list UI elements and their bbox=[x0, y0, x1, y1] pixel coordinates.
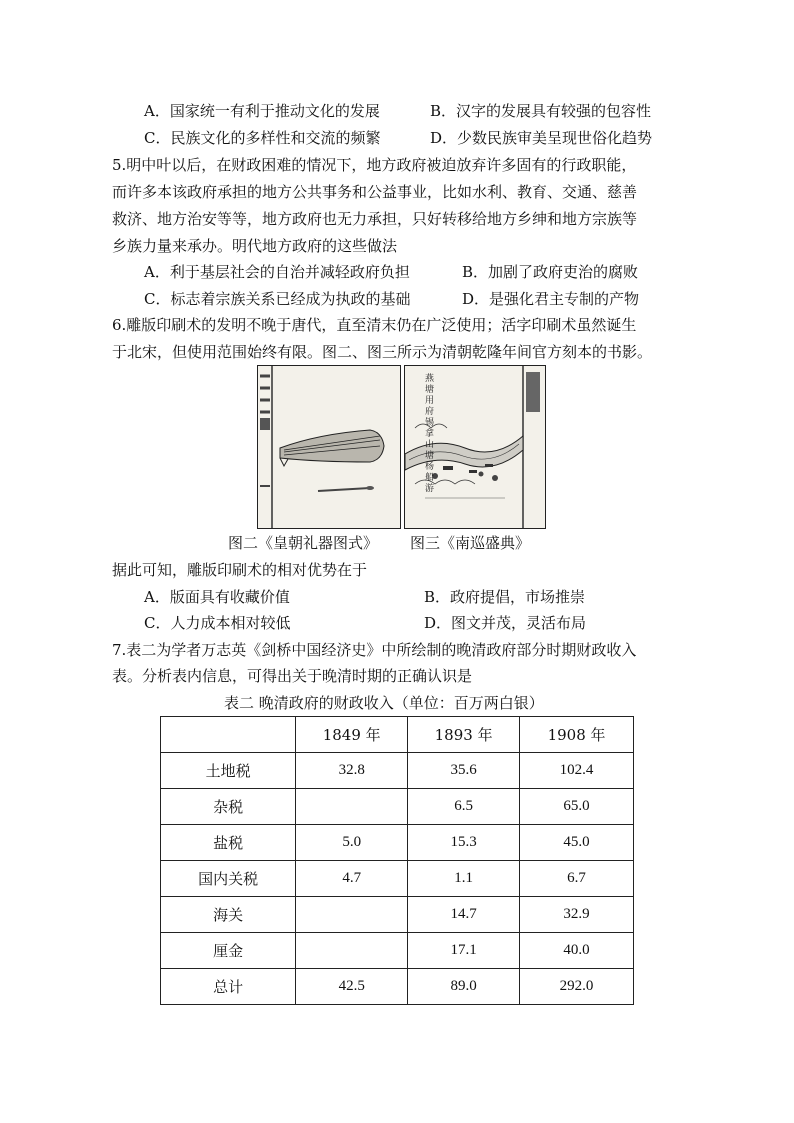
cell-1893: 1.1 bbox=[408, 861, 520, 897]
cell-1893: 89.0 bbox=[408, 969, 520, 1005]
cell-1893: 14.7 bbox=[408, 897, 520, 933]
cell-1849 bbox=[296, 789, 408, 825]
cell-1893: 17.1 bbox=[408, 933, 520, 969]
table-header-1908: 1908 年 bbox=[520, 717, 634, 753]
cell-1893: 6.5 bbox=[408, 789, 520, 825]
table-row bbox=[161, 825, 634, 861]
q5-option-c: C．标志着宗族关系已经成为执政的基础 bbox=[144, 290, 411, 308]
cell-1849 bbox=[296, 897, 408, 933]
table-row bbox=[161, 969, 634, 1005]
q6-option-d: D．图文并茂，灵活布局 bbox=[424, 614, 587, 632]
table-header-1893: 1893 年 bbox=[408, 717, 520, 753]
q6-stem-line-2: 于北宋，但使用范围始终有限。图二、图三所示为清朝乾隆年间官方刻本的书影。 bbox=[112, 343, 653, 361]
table-header-1849: 1849 年 bbox=[296, 717, 408, 753]
table-row bbox=[161, 753, 634, 789]
q6-option-a: A．版面具有收藏价值 bbox=[144, 588, 290, 606]
q7-stem-line-1: 7.表二为学者万志英《剑桥中国经济史》中所绘制的晚清政府部分时期财政收入 bbox=[112, 641, 637, 659]
table-row bbox=[161, 861, 634, 897]
cell-1908: 6.7 bbox=[520, 861, 634, 897]
figure-3-river-map-print bbox=[404, 365, 546, 529]
table-row bbox=[161, 897, 634, 933]
q7-stem-line-2: 表。分析表内信息，可得出关于晚清时期的正确认识是 bbox=[112, 667, 473, 685]
figure-3-vertical-caption: 燕塘用府锡拿山塘杨船游 bbox=[425, 374, 435, 494]
q6-option-c: C．人力成本相对较低 bbox=[144, 614, 291, 632]
figure-2-ritual-instrument-print bbox=[257, 365, 401, 529]
q4-option-d: D．少数民族审美呈现世俗化趋势 bbox=[430, 129, 653, 147]
q5-stem-line-3: 救济、地方治安等等，地方政府也无力承担，只好转移给地方乡绅和地方宗族等 bbox=[112, 210, 638, 228]
row-label: 盐税 bbox=[161, 825, 296, 861]
q4-option-b: B．汉字的发展具有较强的包容性 bbox=[430, 102, 652, 120]
cell-1893: 35.6 bbox=[408, 753, 520, 789]
q5-stem-line-1: 5.明中叶以后，在财政困难的情况下，地方政府被迫放弃许多固有的行政职能， bbox=[112, 156, 637, 174]
q4-option-a: A．国家统一有利于推动文化的发展 bbox=[144, 102, 380, 120]
q6-question: 据此可知，雕版印刷术的相对优势在于 bbox=[112, 561, 368, 579]
cell-1908: 292.0 bbox=[520, 969, 634, 1005]
figure-2-illustration bbox=[258, 366, 400, 528]
table-header-row bbox=[161, 717, 634, 753]
fiscal-revenue-table bbox=[160, 716, 634, 1005]
cell-1908: 40.0 bbox=[520, 933, 634, 969]
q4-option-c: C．民族文化的多样性和交流的频繁 bbox=[144, 129, 381, 147]
cell-1908: 102.4 bbox=[520, 753, 634, 789]
q6-option-b: B．政府提倡，市场推崇 bbox=[424, 588, 586, 606]
row-label: 杂税 bbox=[161, 789, 296, 825]
cell-1849: 32.8 bbox=[296, 753, 408, 789]
cell-1908: 45.0 bbox=[520, 825, 634, 861]
cell-1849: 4.7 bbox=[296, 861, 408, 897]
q5-option-b: B．加剧了政府吏治的腐败 bbox=[462, 263, 639, 281]
q5-stem-line-2: 而许多本该政府承担的地方公共事务和公益事业，比如水利、教育、交通、慈善 bbox=[112, 183, 638, 201]
table-row bbox=[161, 789, 634, 825]
q5-option-a: A．利于基层社会的自治并减轻政府负担 bbox=[144, 263, 410, 281]
cell-1893: 15.3 bbox=[408, 825, 520, 861]
row-label: 土地税 bbox=[161, 753, 296, 789]
row-label: 总计 bbox=[161, 969, 296, 1005]
q6-stem-line-1: 6.雕版印刷术的发明不晚于唐代，直至清末仍在广泛使用；活字印刷术虽然诞生 bbox=[112, 316, 637, 334]
row-label: 国内关税 bbox=[161, 861, 296, 897]
table-title: 表二 晚清政府的财政收入（单位：百万两白银） bbox=[224, 694, 544, 712]
q5-stem-line-4: 乡族力量来承办。明代地方政府的这些做法 bbox=[112, 237, 398, 255]
cell-1849: 42.5 bbox=[296, 969, 408, 1005]
figure-2-caption: 图二《皇朝礼器图式》 bbox=[228, 534, 379, 552]
cell-1849 bbox=[296, 933, 408, 969]
figure-3-caption: 图三《南巡盛典》 bbox=[410, 534, 531, 552]
table-row bbox=[161, 933, 634, 969]
cell-1849: 5.0 bbox=[296, 825, 408, 861]
cell-1908: 65.0 bbox=[520, 789, 634, 825]
row-label: 海关 bbox=[161, 897, 296, 933]
q5-option-d: D．是强化君主专制的产物 bbox=[462, 290, 640, 308]
table-header-blank bbox=[161, 717, 296, 753]
row-label: 厘金 bbox=[161, 933, 296, 969]
cell-1908: 32.9 bbox=[520, 897, 634, 933]
